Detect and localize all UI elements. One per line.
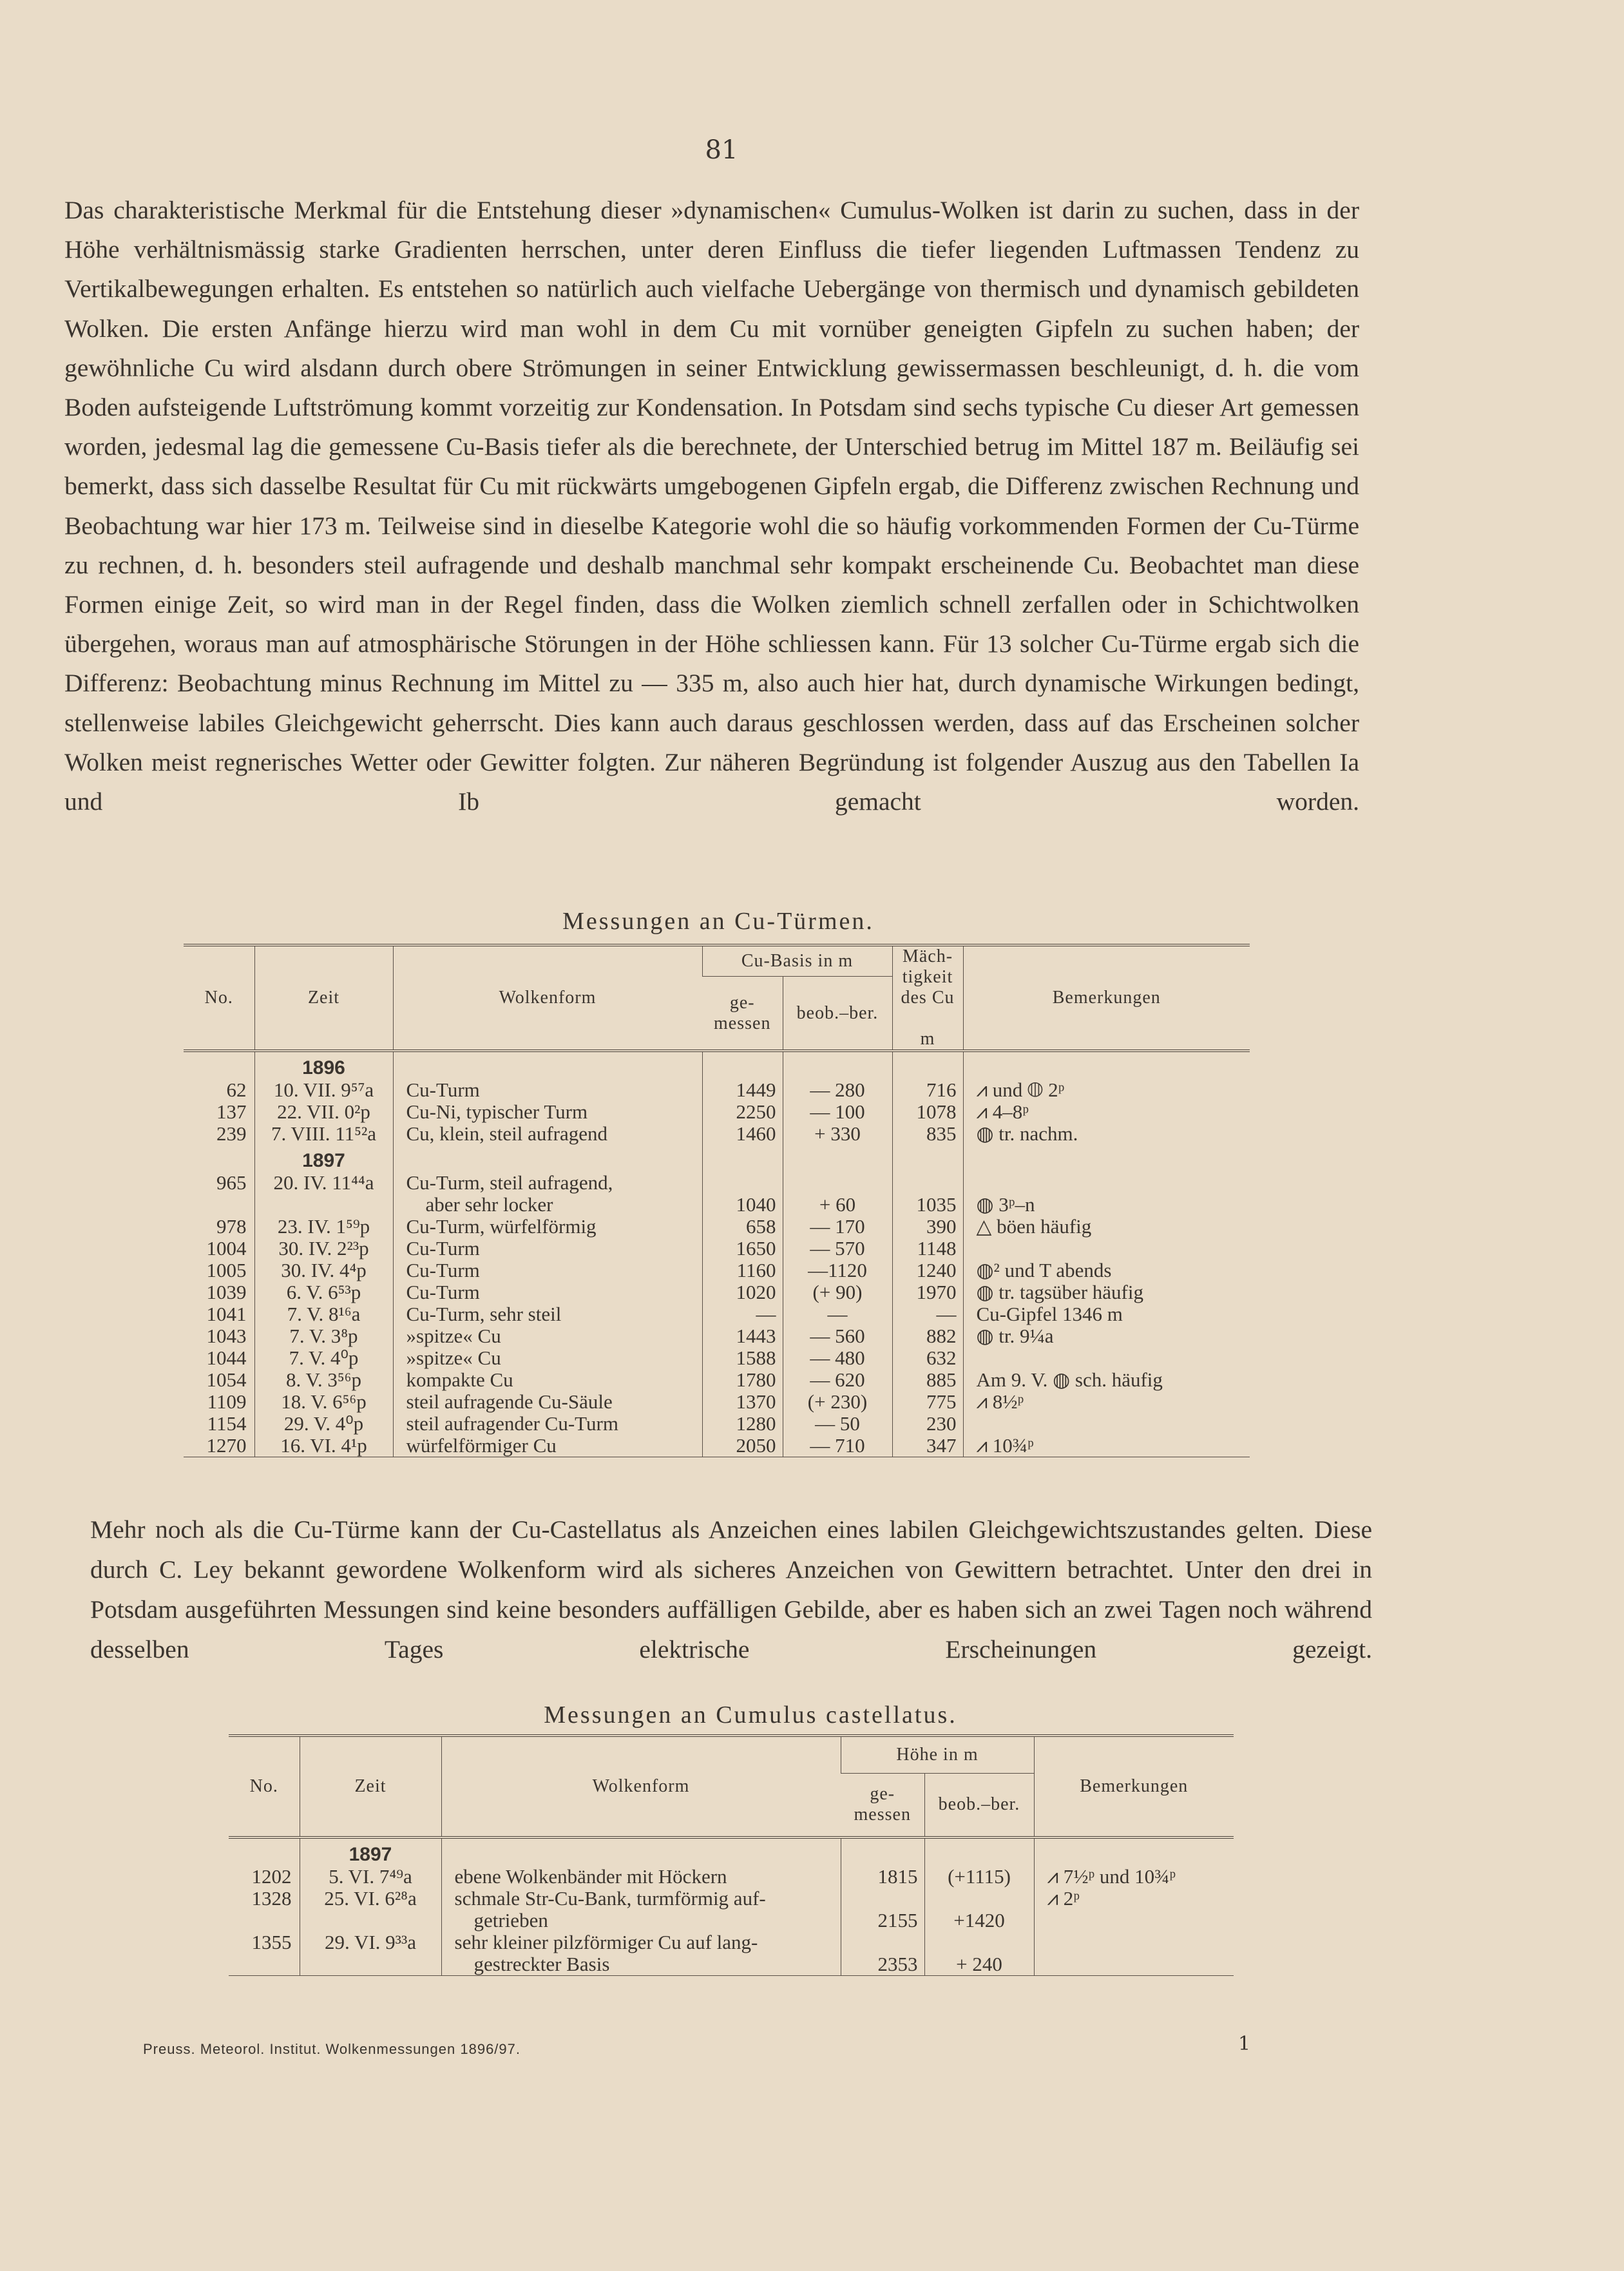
empty-cell: [963, 1051, 1250, 1079]
cell-zeit: 5. VI. 7⁴⁹a: [300, 1866, 441, 1888]
cell-maechtigkeit: —: [892, 1303, 963, 1325]
cell-wolkenform: »spitze« Cu: [393, 1325, 702, 1347]
cell-maechtigkeit: 1035: [892, 1194, 963, 1216]
empty-cell: [963, 1145, 1250, 1172]
table-row: [229, 1953, 1234, 1976]
header-wolkenform: Wolkenform: [393, 945, 702, 1051]
cell-no: 1154: [207, 1412, 247, 1435]
footer-citation: Preuss. Meteorol. Institut. Wolkenmessungen 1896/97.: [143, 2041, 521, 2057]
cell-zeit: 25. VI. 6²⁸a: [300, 1888, 441, 1910]
cell-maechtigkeit: 885: [892, 1369, 963, 1391]
empty-cell: [393, 1051, 702, 1079]
cell-wolkenform: Cu-Turm, steil aufragend,: [393, 1172, 702, 1194]
cell-maechtigkeit: 632: [892, 1347, 963, 1369]
cell-wolkenform: Cu-Turm: [393, 1238, 702, 1260]
table-row: [184, 1325, 1250, 1347]
cell-no: [229, 1953, 300, 1976]
cell-gemessen: 1449: [702, 1079, 783, 1101]
cell-no: 137: [216, 1100, 247, 1123]
cell-zeit: 7. V. 3⁸p: [254, 1325, 393, 1347]
year-label: 1897: [300, 1837, 441, 1866]
cell-wolkenform: würfelförmiger Cu: [393, 1435, 702, 1457]
cell-bemerkungen: [963, 1238, 1250, 1260]
cell-wolkenform: aber sehr locker: [393, 1194, 702, 1216]
cell-beob-ber: — 560: [783, 1325, 892, 1347]
cell-bemerkungen: Cu-Gipfel 1346 m: [963, 1303, 1250, 1325]
page-number: 81: [705, 135, 738, 165]
cell-beob-ber: + 60: [783, 1194, 892, 1216]
cell-bemerkungen: ◍ tr. 9¼a: [963, 1325, 1250, 1347]
cell-no: 965: [216, 1171, 247, 1194]
cell-zeit: 7. V. 8¹⁶a: [254, 1303, 393, 1325]
cell-beob-ber: [924, 1931, 1034, 1953]
cell-gemessen: 1815: [841, 1866, 924, 1888]
header-gemessen: ge- messen: [702, 977, 783, 1051]
cell-maechtigkeit: 882: [892, 1325, 963, 1347]
cell-beob-ber: — 100: [783, 1101, 892, 1123]
empty-cell: [783, 1145, 892, 1172]
cell-zeit: [254, 1194, 393, 1216]
cell-wolkenform: steil aufragender Cu-Turm: [393, 1413, 702, 1435]
empty-cell: [783, 1051, 892, 1079]
cell-bemerkungen: ⩘ 2ᵖ: [1034, 1888, 1234, 1910]
table-row: [184, 1369, 1250, 1391]
empty-cell: [892, 1145, 963, 1172]
cell-no: 1054: [206, 1368, 247, 1391]
cell-beob-ber: [783, 1172, 892, 1194]
header-zeit: Zeit: [254, 945, 393, 1051]
empty-cell: [702, 1051, 783, 1079]
cell-bemerkungen: ⩘ 4–8ᵖ: [963, 1101, 1250, 1123]
cell-beob-ber: [924, 1888, 1034, 1910]
cell-no: 1355: [251, 1931, 292, 1953]
empty-cell: [229, 1837, 300, 1866]
cell-wolkenform: kompakte Cu: [393, 1369, 702, 1391]
empty-cell: [184, 1145, 254, 1172]
cell-gemessen: 2050: [702, 1435, 783, 1457]
cell-beob-ber: (+ 230): [783, 1391, 892, 1413]
cell-gemessen: 658: [702, 1216, 783, 1238]
cell-beob-ber: — 280: [783, 1079, 892, 1101]
cell-zeit: 8. V. 3⁵⁶p: [254, 1369, 393, 1391]
cell-zeit: 16. VI. 4¹p: [254, 1435, 393, 1457]
cell-no: 1270: [184, 1435, 254, 1457]
table-row: [184, 1079, 1250, 1101]
cell-wolkenform: ebene Wolkenbänder mit Höckern: [441, 1866, 841, 1888]
cell-gemessen: [702, 1172, 783, 1194]
cell-gemessen: 2155: [841, 1910, 924, 1931]
cell-gemessen: 1443: [702, 1325, 783, 1347]
cell-gemessen: 1588: [702, 1347, 783, 1369]
header-maechtigkeit: Mäch- tigkeit des Cu m: [892, 945, 963, 1051]
cell-maechtigkeit: 390: [892, 1216, 963, 1238]
empty-cell: [702, 1145, 783, 1172]
footer-signature-number: 1: [1238, 2033, 1251, 2055]
cell-wolkenform: getrieben: [441, 1910, 841, 1931]
cell-gemessen: [841, 1931, 924, 1953]
cell-beob-ber: +1420: [924, 1910, 1034, 1931]
cell-beob-ber: —1120: [783, 1260, 892, 1281]
cell-no: 978: [216, 1215, 247, 1238]
cell-wolkenform: »spitze« Cu: [393, 1347, 702, 1369]
cell-gemessen: [841, 1888, 924, 1910]
year-row: [184, 1051, 1250, 1079]
table-row: [184, 1413, 1250, 1435]
cell-bemerkungen: [963, 1172, 1250, 1194]
cell-beob-ber: — 50: [783, 1413, 892, 1435]
cell-bemerkungen: ⩘ 8½ᵖ: [963, 1391, 1250, 1413]
cell-maechtigkeit: 1240: [892, 1260, 963, 1281]
cell-no: 1043: [206, 1325, 247, 1347]
cell-bemerkungen: [1034, 1931, 1234, 1953]
table-row: [184, 1238, 1250, 1260]
cell-gemessen: —: [702, 1303, 783, 1325]
cell-wolkenform: Cu-Turm: [393, 1281, 702, 1303]
cell-wolkenform: Cu-Turm, sehr steil: [393, 1303, 702, 1325]
cell-beob-ber: —: [783, 1303, 892, 1325]
cell-no: 62: [226, 1078, 247, 1101]
header-gemessen: ge- messen: [841, 1773, 924, 1837]
header-no: No.: [229, 1736, 300, 1837]
cell-zeit: 30. IV. 2²³p: [254, 1238, 393, 1260]
cell-no: 1202: [251, 1865, 292, 1888]
cell-zeit: 30. IV. 4⁴p: [254, 1260, 393, 1281]
cell-gemessen: 1780: [702, 1369, 783, 1391]
cell-wolkenform: gestreckter Basis: [441, 1953, 841, 1976]
cell-beob-ber: (+ 90): [783, 1281, 892, 1303]
header-no: No.: [184, 945, 254, 1051]
cell-gemessen: 2353: [841, 1953, 924, 1976]
cell-zeit: 7. V. 4⁰p: [254, 1347, 393, 1369]
cell-wolkenform: Cu-Turm, würfelförmig: [393, 1216, 702, 1238]
cell-gemessen: 1040: [702, 1194, 783, 1216]
table-2-body: [229, 1837, 1234, 1976]
cell-gemessen: 1160: [702, 1260, 783, 1281]
cell-wolkenform: schmale Str-Cu-Bank, turmförmig auf-: [441, 1888, 841, 1910]
cell-no: [184, 1194, 254, 1216]
cell-beob-ber: (+1115): [924, 1866, 1034, 1888]
paragraph-1: Das charakteristische Merkmal für die Entstehung dieser »dynamischen« Cumulus-Wolken ist darin zu suchen, dass in der Höhe verhältnismässig starke Gradienten herrschen, unter deren Einfluss die tiefer liegenden Luftmassen Tendenz zu Vertikalbewegungen erhalten. Es entstehen so natürlich auch vielfache Uebergänge von thermisch und dynamisch gebildeten Wolken. Die ersten Anfänge hierzu wird man wohl in dem Cu mit vornüber geneigten Gipfeln zu suchen haben; der gewöhnliche Cu wird alsdann durch obere Strömungen in seiner Entwicklung gewissermassen beschleunigt, d. h. die vom Boden aufsteigende Luftströmung kommt vorzeitig zur Kondensation. In Potsdam sind sechs typische Cu dieser Art gemessen worden, jedesmal lag die gemessene Cu-Basis tiefer als die berechnete, der Unterschied betrug im Mittel 187 m. Beiläufig sei bemerkt, dass sich dasselbe Resultat für Cu mit rückwärts umgebogenen Gipfeln ergab, die Differenz zwischen Rechnung und Beobachtung war hier 173 m. Teilweise sind in dieselbe Kategorie wohl die so häufig vorkommenden Formen der Cu-Türme zu rechnen, d. h. besonders steil aufragende und deshalb manchmal sehr kompakt erscheinende Cu. Beobachtet man diese Formen einige Zeit, so wird man in der Regel finden, dass die Wolken ziemlich schnell zerfallen oder in Schichtwolken übergehen, woraus man auf atmosphärische Störungen in der Höhe schliessen kann. Für 13 solcher Cu-Türme ergab sich die Differenz: Beobachtung minus Rechnung im Mittel zu — 335 m, also auch hier hat, durch dynamische Wirkungen bedingt, stellenweise labiles Gleichgewicht geherrscht. Dies kann auch daraus geschlossen werden, dass auf das Erscheinen solcher Wolken meist regnerisches Wetter oder Gewitter folgten. Zur näheren Begründung ist folgender Auszug aus den Tabellen Ia und Ib gemacht worden.: [64, 196, 1359, 816]
cell-zeit: 29. V. 4⁰p: [254, 1413, 393, 1435]
year-row: [229, 1837, 1234, 1866]
cell-gemessen: 1280: [702, 1413, 783, 1435]
cell-bemerkungen: ⩘ 7½ᵖ und 10¾ᵖ: [1034, 1866, 1234, 1888]
cell-no: 1005: [206, 1259, 247, 1281]
year-label: 1896: [254, 1051, 393, 1079]
table-row: [229, 1931, 1234, 1953]
cell-bemerkungen: ◍ tr. tagsüber häufig: [963, 1281, 1250, 1303]
table-row: [184, 1216, 1250, 1238]
cell-bemerkungen: [963, 1413, 1250, 1435]
header-wolkenform: Wolkenform: [441, 1736, 841, 1837]
cell-maechtigkeit: 1148: [892, 1238, 963, 1260]
table-row: [184, 1123, 1250, 1145]
cell-bemerkungen: ⩘ 10¾ᵖ: [963, 1435, 1250, 1457]
cell-bemerkungen: [1034, 1910, 1234, 1931]
table-cumulus-castellatus: [229, 1734, 1234, 1976]
header-beob-ber: beob.–ber.: [783, 977, 892, 1051]
empty-cell: [841, 1837, 924, 1866]
empty-cell: [184, 1051, 254, 1079]
cell-gemessen: 1020: [702, 1281, 783, 1303]
empty-cell: [924, 1837, 1034, 1866]
empty-cell: [393, 1145, 702, 1172]
cell-zeit: 29. VI. 9³³a: [300, 1931, 441, 1953]
cell-wolkenform: sehr kleiner pilzförmiger Cu auf lang-: [441, 1931, 841, 1953]
table-row: [229, 1888, 1234, 1910]
cell-bemerkungen: △ böen häufig: [963, 1216, 1250, 1238]
year-row: [184, 1145, 1250, 1172]
cell-zeit: 6. V. 6⁵³p: [254, 1281, 393, 1303]
cell-beob-ber: — 480: [783, 1347, 892, 1369]
table-row: [184, 1172, 1250, 1194]
cell-zeit: 23. IV. 1⁵⁹p: [254, 1216, 393, 1238]
empty-cell: [441, 1837, 841, 1866]
table-row: [184, 1194, 1250, 1216]
cell-no: 239: [216, 1122, 247, 1145]
table-1-title: Messungen an Cu-Türmen.: [562, 908, 874, 935]
header-bemerkungen: Bemerkungen: [1034, 1736, 1234, 1837]
cell-gemessen: 1370: [702, 1391, 783, 1413]
table-row: [184, 1281, 1250, 1303]
cell-bemerkungen: ⩘ und ◍ 2ᵖ: [963, 1079, 1250, 1101]
cell-no: 1039: [206, 1281, 247, 1303]
cell-no: [229, 1910, 300, 1931]
cell-wolkenform: Cu, klein, steil aufragend: [393, 1123, 702, 1145]
header-hoehe: Höhe in m: [841, 1736, 1034, 1773]
cell-gemessen: 2250: [702, 1101, 783, 1123]
cell-maechtigkeit: 1970: [892, 1281, 963, 1303]
cell-beob-ber: — 570: [783, 1238, 892, 1260]
table-row: [184, 1391, 1250, 1413]
cell-bemerkungen: ◍ 3ᵖ–n: [963, 1194, 1250, 1216]
header-beob-ber: beob.–ber.: [924, 1773, 1034, 1837]
table-cu-tuerme: [184, 944, 1250, 1457]
empty-cell: [1034, 1837, 1234, 1866]
cell-zeit: 7. VIII. 11⁵²a: [254, 1123, 393, 1145]
cell-maechtigkeit: [892, 1172, 963, 1194]
cell-no: 1109: [207, 1390, 247, 1413]
cell-no: 1044: [206, 1346, 247, 1369]
year-label: 1897: [254, 1145, 393, 1172]
cell-maechtigkeit: 347: [892, 1435, 963, 1457]
table-1-body: [184, 1051, 1250, 1457]
cell-bemerkungen: ◍ tr. nachm.: [963, 1123, 1250, 1145]
cell-wolkenform: steil aufragende Cu-Säule: [393, 1391, 702, 1413]
cell-wolkenform: Cu-Turm: [393, 1079, 702, 1101]
cell-zeit: 22. VII. 0²p: [254, 1101, 393, 1123]
table-row: [184, 1303, 1250, 1325]
table-row: [184, 1347, 1250, 1369]
cell-maechtigkeit: 775: [892, 1391, 963, 1413]
cell-no: 1041: [206, 1303, 247, 1325]
table-row: [184, 1101, 1250, 1123]
header-cu-basis: Cu-Basis in m: [702, 945, 892, 977]
cell-maechtigkeit: 1078: [892, 1101, 963, 1123]
empty-cell: [892, 1051, 963, 1079]
cell-zeit: [300, 1910, 441, 1931]
cell-beob-ber: + 330: [783, 1123, 892, 1145]
cell-beob-ber: — 170: [783, 1216, 892, 1238]
table-2-title: Messungen an Cumulus castellatus.: [544, 1701, 957, 1729]
cell-wolkenform: Cu-Turm: [393, 1260, 702, 1281]
cell-maechtigkeit: 230: [892, 1413, 963, 1435]
paragraph-2: Mehr noch als die Cu-Türme kann der Cu-Castellatus als Anzeichen eines labilen Gleichgewichtszustandes gelten. Diese durch C. Ley bekannt gewordene Wolkenform wird als sicheres Anzeichen von Gewittern betrachtet. Unter den drei in Potsdam ausgeführten Messungen sind keine besonders auffälligen Gebilde, aber es haben sich an zwei Tagen noch während desselben Tages elektrische Erscheinungen gezeigt.: [90, 1515, 1372, 1663]
cell-zeit: 10. VII. 9⁵⁷a: [254, 1079, 393, 1101]
table-row: [229, 1910, 1234, 1931]
cell-gemessen: 1460: [702, 1123, 783, 1145]
cell-beob-ber: — 620: [783, 1369, 892, 1391]
cell-beob-ber: — 710: [783, 1435, 892, 1457]
cell-no: 1004: [206, 1237, 247, 1260]
header-bemerkungen: Bemerkungen: [963, 945, 1250, 1051]
cell-zeit: 20. IV. 11⁴⁴a: [254, 1172, 393, 1194]
cell-bemerkungen: Am 9. V. ◍ sch. häufig: [963, 1369, 1250, 1391]
table-row: [184, 1260, 1250, 1281]
cell-gemessen: 1650: [702, 1238, 783, 1260]
table-row: [184, 1435, 1250, 1457]
cell-maechtigkeit: 835: [892, 1123, 963, 1145]
cell-bemerkungen: [963, 1347, 1250, 1369]
cell-bemerkungen: ◍² und T abends: [963, 1260, 1250, 1281]
cell-zeit: [300, 1953, 441, 1976]
cell-beob-ber: + 240: [924, 1953, 1034, 1976]
cell-no: 1328: [251, 1887, 292, 1910]
cell-maechtigkeit: 716: [892, 1079, 963, 1101]
cell-bemerkungen: [1034, 1953, 1234, 1976]
cell-zeit: 18. V. 6⁵⁶p: [254, 1391, 393, 1413]
table-row: [229, 1866, 1234, 1888]
header-zeit: Zeit: [300, 1736, 441, 1837]
cell-wolkenform: Cu-Ni, typischer Turm: [393, 1101, 702, 1123]
